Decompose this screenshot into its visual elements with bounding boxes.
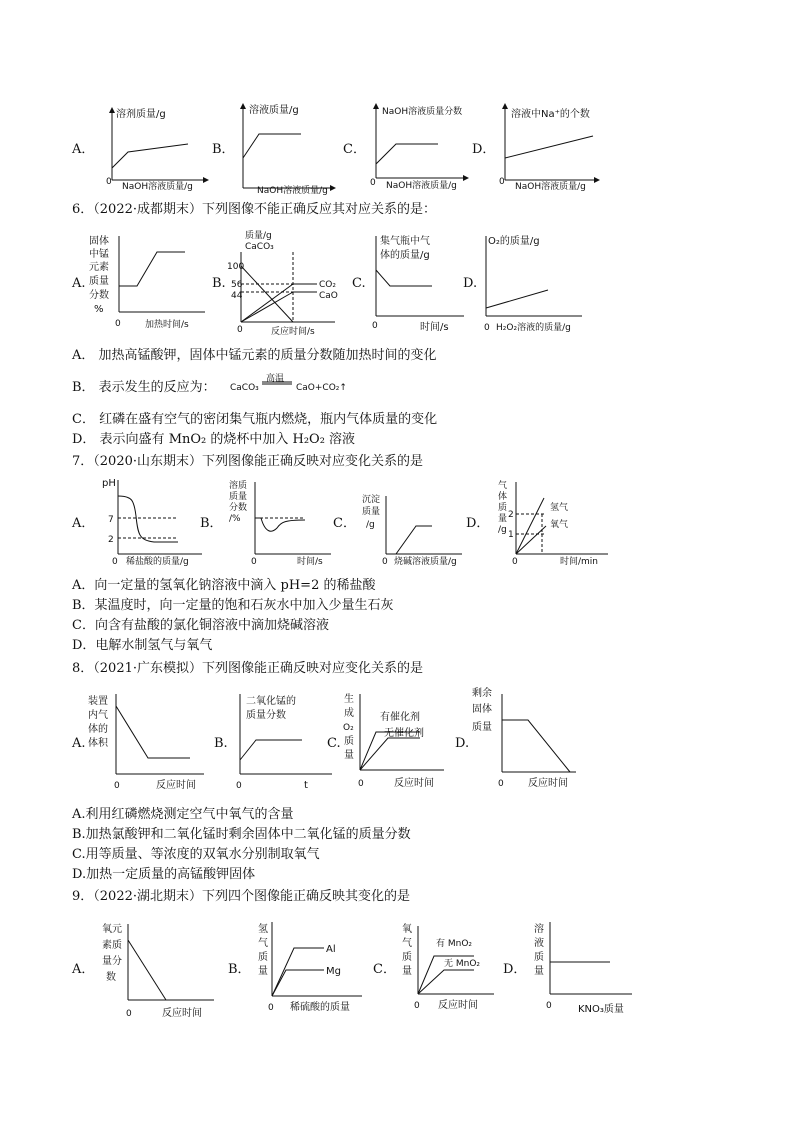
q6b-origin: 0 [237, 325, 243, 335]
q7-graph-a [98, 476, 208, 570]
q8c-yl-3: 质 [344, 736, 354, 747]
q9-graph-b [252, 918, 372, 1022]
q9a-yl-2: 量分 [102, 956, 122, 967]
q7b-yl-0: 溶质 [229, 481, 248, 491]
q8-graph-c [340, 690, 450, 794]
q6-fig-b-letter: B. [212, 276, 226, 291]
q9-fig-d-letter: D． [503, 962, 527, 977]
q7d-series-h2: 氢气 [550, 503, 569, 513]
q7c-yl-2: /g [366, 520, 375, 530]
q9c-yl-0: 氧 [402, 924, 412, 935]
q5-option-c-letter: C． [343, 142, 366, 157]
q9d-xlabel: KNO₃质量 [578, 1004, 624, 1015]
q6-choice-a: A． 加热高锰酸钾，固体中锰元素的质量分数随加热时间的变化 [72, 348, 437, 363]
q9a-xlabel: 反应时间 [162, 1008, 202, 1019]
q7d-xlabel: 时间/min [560, 557, 599, 567]
q5a-origin: 0 [106, 177, 112, 187]
q6-graph-d [480, 230, 590, 334]
q7a-tick-2: 2 [108, 535, 114, 545]
q6-fig-c-letter: C. [352, 276, 366, 291]
q7-choice-a: A．向一定量的氢氧化钠溶液中滴入 pH=2 的稀盐酸 [72, 578, 376, 593]
q8b-origin: 0 [236, 781, 242, 791]
q9d-yl-1: 液 [534, 938, 544, 949]
q7d-tick-2: 2 [508, 510, 514, 520]
q7b-xlabel: 时间/s [297, 557, 323, 567]
q8a-xlabel: 反应时间 [156, 780, 196, 791]
q8-fig-b-letter: B. [214, 736, 228, 751]
q9a-yl-1: 素质 [102, 940, 122, 951]
q6a-xlabel: 加热时间/s [145, 320, 189, 330]
q5b-xlabel: NaOH溶液质量/g [257, 186, 328, 196]
q5d-origin: 0 [499, 177, 505, 187]
q9-graph-c [398, 918, 498, 1022]
q6c-yl-0: 集气瓶中气 [380, 236, 430, 247]
q5c-xlabel: NaOH溶液质量/g [386, 181, 457, 191]
q8d-origin: 0 [498, 779, 504, 789]
q5-option-b-letter: B． [212, 142, 235, 157]
q9b-xlabel: 稀硫酸的质量 [290, 1002, 350, 1013]
q6-stem: 6．（2022·成都期末）下列图像不能正确反应其对应关系的是： [72, 202, 436, 217]
q9-fig-b-letter: B． [228, 962, 251, 977]
q9-fig-a-letter: A． [72, 962, 95, 977]
q9d-yl-0: 溶 [534, 924, 544, 935]
q9d-yl-2: 质 [534, 952, 544, 963]
q5-graph-a [100, 100, 210, 195]
q6-eq-arrow [262, 381, 294, 385]
q6-fig-d-letter: D. [463, 276, 478, 291]
q7b-yl-1: 质量 [229, 492, 248, 502]
q6b-yl-0: 质量/g [245, 231, 272, 241]
q8a-origin: 0 [114, 781, 120, 791]
q8b-yl-0: 二氧化锰的 [246, 696, 296, 707]
q6a-yl-5: % [94, 304, 104, 315]
q5c-origin: 0 [370, 178, 376, 188]
q8d-yl-0: 剩余 [472, 688, 492, 699]
q6b-yl-1: CaCO₃ [245, 242, 274, 252]
q9-graph-d [528, 918, 638, 1022]
q8c-yl-4: 量 [344, 750, 354, 761]
q9c-series-with: 有 MnO₂ [436, 939, 473, 949]
q5a-xlabel: NaOH溶液质量/g [122, 182, 193, 192]
q9b-yl-3: 量 [258, 966, 268, 977]
q8-fig-c-letter: C. [327, 736, 341, 751]
q7c-yl-0: 沉淀 [362, 495, 381, 505]
q6b-series-cao: CaO [319, 291, 338, 301]
q6-choice-b: B． 表示发生的反应为： [72, 380, 216, 395]
q6-fig-a-letter: A. [72, 276, 86, 291]
q7a-ylabel: pH [102, 478, 116, 489]
q8-graph-a [86, 690, 212, 794]
q8-choice-d: D.加热一定质量的高锰酸钾固体 [72, 867, 256, 882]
q9a-origin: 0 [126, 1009, 132, 1019]
q7d-series-o2: 氧气 [550, 520, 569, 530]
q9c-yl-1: 气 [402, 938, 412, 949]
q8c-series-nocat: 无催化剂 [384, 728, 424, 739]
q7-choice-d: D．电解水制氢气与氧气 [72, 638, 213, 653]
q7b-yl-3: /% [229, 514, 241, 524]
q8b-xlabel: t [304, 780, 308, 791]
q9a-yl-0: 氧元 [102, 924, 122, 935]
q6d-origin: 0 [484, 323, 490, 333]
q7c-origin: 0 [382, 557, 388, 567]
q6a-yl-1: 中锰 [89, 249, 109, 260]
q7-graph-c [358, 490, 468, 570]
q8-choice-b: B.加热氯酸钾和二氧化锰时剩余固体中二氧化锰的质量分数 [72, 827, 411, 842]
q9-fig-c-letter: C． [373, 962, 396, 977]
q8b-yl-1: 质量分数 [246, 710, 286, 721]
q7d-yl-3: 量 [498, 514, 508, 524]
q7-choice-b: B．某温度时，向一定量的饱和石灰水中加入少量生石灰 [72, 598, 394, 613]
q7-fig-d-letter: D． [466, 516, 490, 531]
q7-graph-b [225, 476, 335, 570]
q8a-yl-3: 体积 [88, 738, 108, 749]
q9c-xlabel: 反应时间 [438, 1000, 478, 1011]
q8-graph-b [232, 690, 342, 794]
q8d-yl-1: 固体 [472, 704, 492, 715]
q8c-yl-1: 成 [344, 708, 354, 719]
q5a-ylabel: 溶剂质量/g [116, 109, 166, 120]
q6b-xlabel: 反应时间/s [271, 327, 315, 337]
q6a-yl-2: 元素 [89, 262, 109, 273]
q6c-origin: 0 [372, 321, 378, 331]
q9b-series-al: Al [326, 944, 336, 955]
q8d-xlabel: 反应时间 [528, 778, 568, 789]
q8a-yl-1: 内气 [88, 710, 108, 721]
q7c-xlabel: 烧碱溶液质量/g [394, 557, 457, 567]
q5-graph-d [495, 100, 605, 195]
q8c-yl-0: 生 [344, 694, 354, 705]
q5b-ylabel: 溶液质量/g [249, 105, 299, 116]
q6c-yl-1: 体的质量/g [380, 250, 430, 261]
q7-fig-c-letter: C． [333, 516, 356, 531]
q7-graph-d [490, 478, 610, 570]
q9-graph-a [96, 918, 222, 1022]
q9-stem: 9．（2022·湖北期末）下列四个图像能正确反映其变化的是 [72, 889, 410, 904]
q9d-origin: 0 [546, 1001, 552, 1011]
q7a-tick-7: 7 [108, 515, 114, 525]
q9b-yl-1: 气 [258, 938, 268, 949]
q7c-yl-1: 质量 [362, 507, 381, 517]
q5-graph-c [368, 100, 478, 195]
q9c-origin: 0 [414, 1001, 420, 1011]
q8-stem: 8．（2021·广东模拟）下列图像能正确反映对应变化关系的是 [72, 661, 423, 676]
q7-fig-b-letter: B． [200, 516, 223, 531]
q7d-origin: 0 [512, 557, 518, 567]
q9a-yl-3: 数 [106, 972, 116, 983]
q9c-yl-2: 质 [402, 952, 412, 963]
q6c-xlabel: 时间/s [420, 322, 449, 333]
q6-choice-d: D． 表示向盛有 MnO₂ 的烧杯中加入 H₂O₂ 溶液 [72, 432, 356, 447]
q7d-yl-0: 气 [498, 481, 508, 491]
q5-option-a-letter: A． [72, 142, 95, 157]
q8c-series-cat: 有催化剂 [380, 712, 420, 723]
q9c-yl-3: 量 [402, 966, 412, 977]
q9b-series-mg: Mg [326, 966, 341, 977]
q6b-tick-2: 44 [231, 291, 243, 301]
q7b-yl-2: 分数 [229, 503, 248, 513]
q6-graph-b [225, 226, 355, 338]
q6a-origin: 0 [115, 319, 121, 329]
q6-eq-cond: 高温 [266, 374, 285, 384]
q8-graph-d [472, 684, 582, 794]
q6-choice-c: C． 红磷在盛有空气的密闭集气瓶内燃烧，瓶内气体质量的变化 [72, 412, 438, 427]
q6a-yl-3: 质量 [89, 276, 109, 287]
q9b-yl-0: 氢 [258, 924, 268, 935]
q9c-series-without: 无 MnO₂ [444, 959, 481, 969]
q6a-yl-0: 固体 [89, 236, 109, 247]
q8c-yl-2: O₂ [343, 723, 354, 733]
q7-stem: 7．（2020·山东期末）下列图像能正确反映对应变化关系的是 [72, 454, 423, 469]
q6d-ylabel: O₂的质量/g [488, 236, 540, 247]
q8-fig-d-letter: D. [455, 736, 470, 751]
q9b-yl-2: 质 [258, 952, 268, 963]
q8-fig-a-letter: A. [72, 736, 86, 751]
q6b-tick-0: 100 [227, 262, 245, 272]
q6-eq-right: CaO+CO₂↑ [296, 383, 347, 393]
q6d-xlabel: H₂O₂溶液的质量/g [496, 323, 571, 333]
q5c-ylabel: NaOH溶液质量分数 [382, 107, 463, 117]
q7d-tick-1: 1 [508, 530, 514, 540]
q7-choice-c: C．向含有盐酸的氯化铜溶液中滴加烧碱溶液 [72, 618, 329, 633]
q5d-xlabel: NaOH溶液质量/g [515, 182, 586, 192]
q5-graph-b [235, 100, 345, 195]
q6b-tick-1: 56 [231, 280, 243, 290]
q7a-origin: 0 [112, 557, 118, 567]
q8d-yl-2: 质量 [472, 722, 492, 733]
q8-choice-a: A.利用红磷燃烧测定空气中氧气的含量 [72, 807, 294, 822]
q7b-origin: 0 [251, 557, 257, 567]
q9d-yl-3: 量 [534, 966, 544, 977]
q6-graph-c [370, 230, 470, 334]
q7-fig-a-letter: A． [72, 516, 95, 531]
q5d-ylabel: 溶液中Na⁺的个数 [511, 109, 590, 120]
q6a-yl-4: 分数 [89, 290, 109, 301]
q7d-yl-1: 体 [498, 492, 508, 502]
q7d-yl-4: /g [498, 525, 507, 535]
q8a-yl-0: 装置 [88, 696, 108, 707]
q8c-xlabel: 反应时间 [394, 778, 434, 789]
q7a-xlabel: 稀盐酸的质量/g [126, 557, 189, 567]
q8c-origin: 0 [358, 779, 364, 789]
q8-choice-c: C.用等质量、等浓度的双氧水分别制取氧气 [72, 847, 320, 862]
q6-graph-a [85, 232, 215, 332]
q9b-origin: 0 [268, 1003, 274, 1013]
q5-option-d-letter: D． [472, 142, 496, 157]
q6-eq-left: CaCO₃ [230, 383, 259, 393]
q7d-yl-2: 质 [498, 503, 508, 513]
q8a-yl-2: 体的 [88, 724, 108, 735]
q6b-series-co2: CO₂ [319, 280, 336, 290]
